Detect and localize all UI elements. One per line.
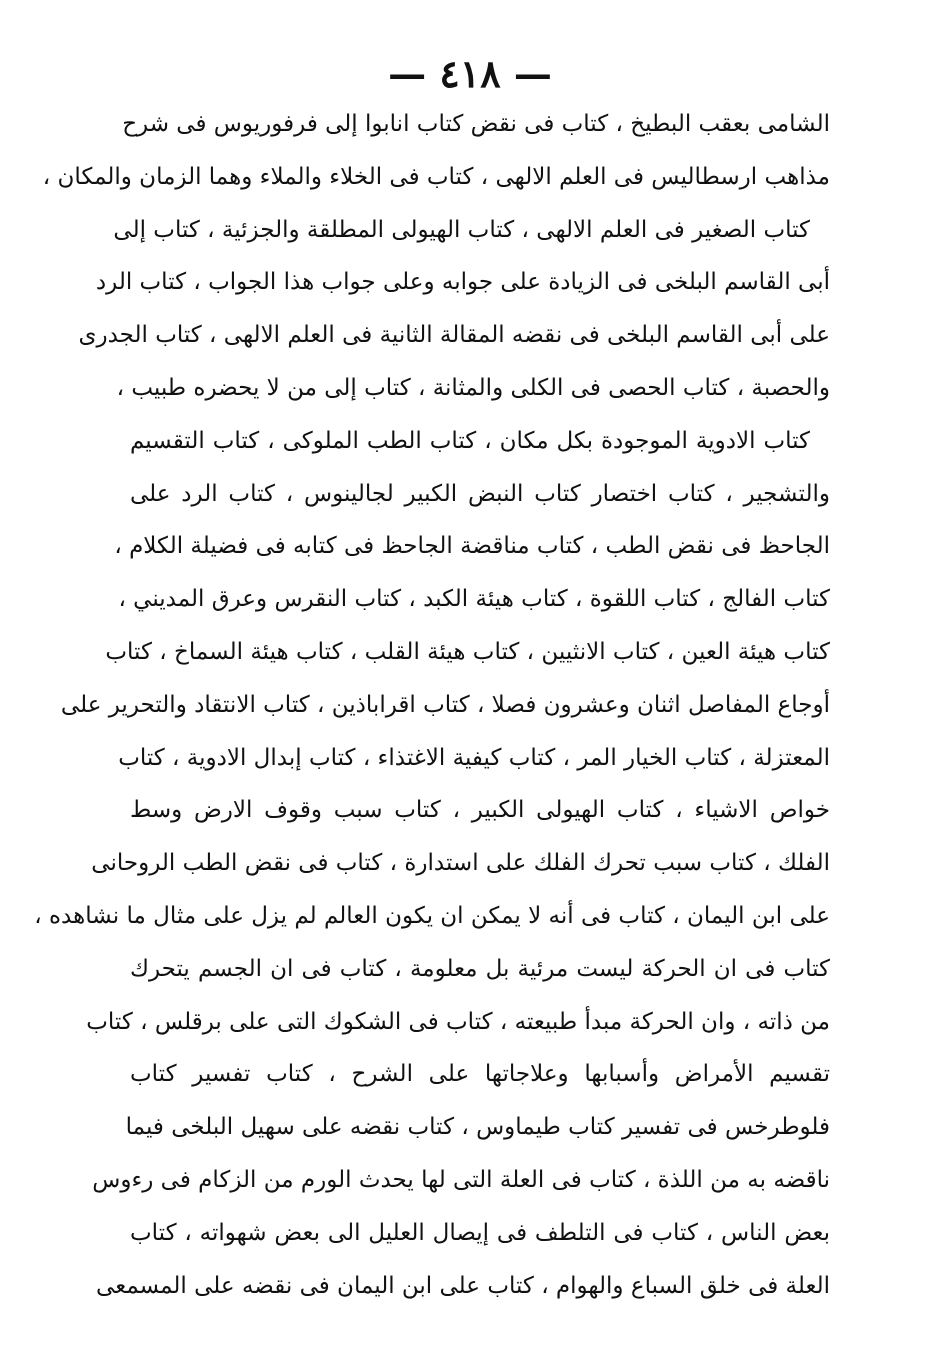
text-line: خواص الاشياء ، كتاب الهيولى الكبير ، كتاب سبب وقوف الارض وسط xyxy=(130,797,830,824)
text-line: كتاب الفالج ، كتاب اللقوة ، كتاب هيئة الكبد ، كتاب النقرس وعرق المديني ، xyxy=(118,586,830,613)
text-line: الفلك ، كتاب سبب تحرك الفلك على استدارة ، كتاب فى نقض الطب الروحانى xyxy=(91,850,830,877)
text-line: أوجاع المفاصل اثنان وعشرون فصلا ، كتاب اقراباذين ، كتاب الانتقاد والتحرير على xyxy=(60,691,830,718)
text-line: الجاحظ فى نقض الطب ، كتاب مناقضة الجاحظ فى كتابه فى فضيلة الكلام ، xyxy=(114,533,830,560)
text-line: على ابن اليمان ، كتاب فى أنه لا يمكن ان يكون العالم لم يزل على مثال ما نشاهده ، xyxy=(34,902,830,929)
text-line: ناقضه به من اللذة ، كتاب فى العلة التى لها يحدث الورم من الزكام فى رءوس xyxy=(92,1166,830,1193)
text-line: أبى القاسم البلخى فى الزيادة على جوابه وعلى جواب هذا الجواب ، كتاب الرد xyxy=(95,269,830,296)
text-line: المعتزلة ، كتاب الخيار المر ، كتاب كيفية الاغتذاء ، كتاب إبدال الادوية ، كتاب xyxy=(118,744,830,771)
text-line: من ذاته ، وان الحركة مبدأ طبيعته ، كتاب فى الشكوك التى على برقلس ، كتاب xyxy=(86,1008,830,1035)
text-line: العلة فى خلق السباع والهوام ، كتاب على ابن اليمان فى نقضه على المسمعى xyxy=(96,1272,830,1299)
text-line: فلوطرخس فى تفسير كتاب طيماوس ، كتاب نقضه على سهيل البلخى فيما xyxy=(125,1114,830,1141)
text-line: بعض الناس ، كتاب فى التلطف فى إيصال العليل الى بعض شهواته ، كتاب xyxy=(130,1219,830,1246)
text-line: تقسيم الأمراض وأسبابها وعلاجاتها على الشرح ، كتاب تفسير كتاب xyxy=(130,1061,830,1088)
body-text xyxy=(34,98,830,1312)
page-number: — ٤١٨ — xyxy=(388,51,552,96)
text-line: والحصبة ، كتاب الحصى فى الكلى والمثانة ، كتاب إلى من لا يحضره طبيب ، xyxy=(116,374,830,401)
text-line: الشامى بعقب البطيخ ، كتاب فى نقض كتاب انابوا إلى فرفوريوس فى شرح xyxy=(122,111,830,137)
text-line: كتاب الصغير فى العلم الالهى ، كتاب الهيولى المطلقة والجزئية ، كتاب إلى xyxy=(113,216,810,243)
text-line: كتاب فى ان الحركة ليست مرئية بل معلومة ، كتاب فى ان الجسم يتحرك xyxy=(130,955,830,982)
text-line: كتاب هيئة العين ، كتاب الانثيين ، كتاب هيئة القلب ، كتاب هيئة السماخ ، كتاب xyxy=(105,638,830,665)
text-line: مذاهب ارسطاليس فى العلم الالهى ، كتاب فى الخلاء والملاء وهما الزمان والمكان ، xyxy=(42,163,830,190)
text-line: على أبى القاسم البلخى فى نقضه المقالة الثانية فى العلم الالهى ، كتاب الجدرى xyxy=(78,322,830,349)
text-line: كتاب الادوية الموجودة بكل مكان ، كتاب الطب الملوكى ، كتاب التقسيم xyxy=(130,427,810,454)
text-line: والتشجير ، كتاب اختصار كتاب النبض الكبير لجالينوس ، كتاب الرد على xyxy=(130,480,830,507)
